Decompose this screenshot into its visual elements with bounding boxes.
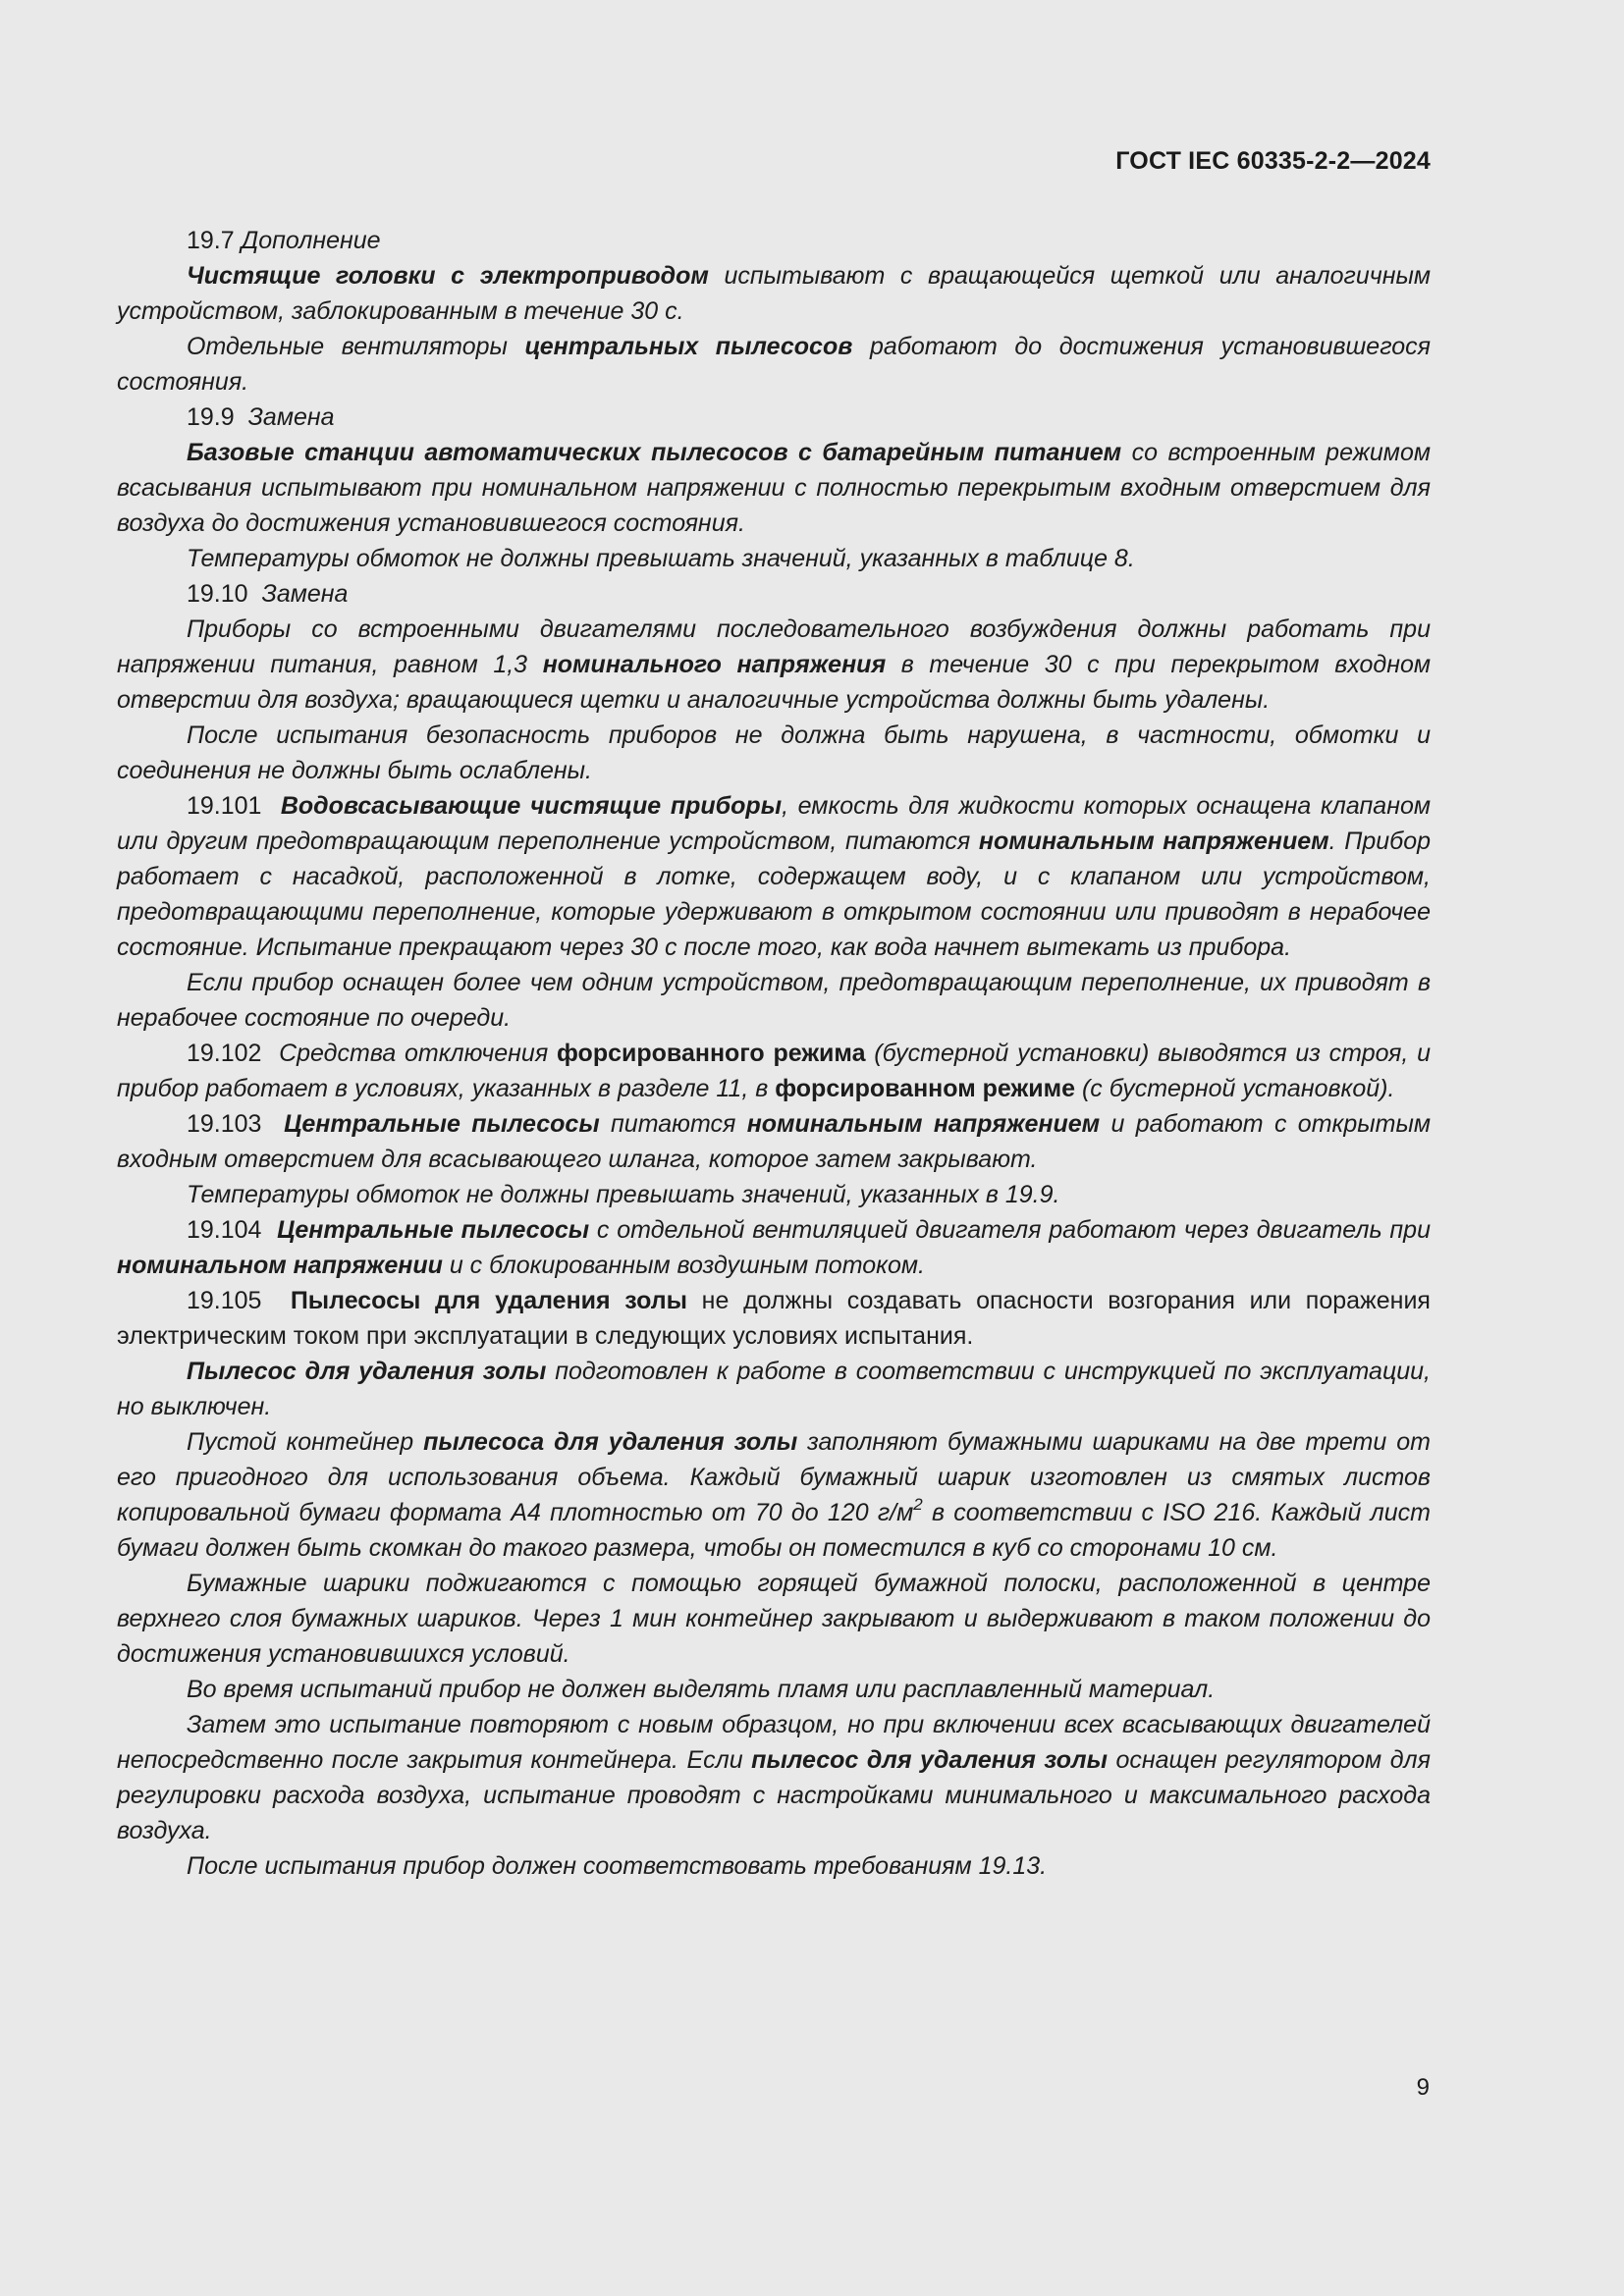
paragraph-text: Отдельные вентиляторы	[187, 333, 525, 360]
document-code-header: ГОСТ IEC 60335-2-2—2024	[1115, 147, 1431, 175]
paragraph: После испытания безопасность приборов не должна быть нарушена, в частности, обмотки и соединения не должны быть ослаблены.	[117, 721, 1431, 784]
paragraph	[117, 1707, 1431, 1848]
clause-number: 19.105	[187, 1287, 262, 1314]
clause-19-7-heading	[117, 223, 1431, 258]
paragraph: Бумажные шарики поджигаются с помощью горящей бумажной полоски, расположенной в центре верхнего слоя бумажных шариков. Через 1 мин контейнер закрывают и выдерживают в таком положении до достижения установившихся условий.	[117, 1570, 1431, 1668]
defined-term: Базовые станции автоматических пылесосов с батарейным питанием	[187, 439, 1122, 466]
paragraph-text: работают до достижения установившегося состояния.	[117, 333, 1432, 396]
defined-term: Центральные пылесосы	[277, 1216, 590, 1244]
defined-term: пылесос для удаления золы	[751, 1746, 1108, 1774]
clause-number: 19.101	[187, 792, 262, 820]
paragraph-text: Пустой контейнер	[187, 1428, 424, 1456]
clause-number: 19.104	[187, 1216, 262, 1244]
clause-number: 19.103	[187, 1110, 262, 1138]
paragraph-text: подготовлен к работе в соответствии с инструкцией по эксплуатации, но выключен.	[117, 1358, 1431, 1420]
paragraph: Температуры обмоток не должны превышать значений, указанных в 19.9.	[187, 1181, 1060, 1208]
clause-19-105	[117, 1283, 1431, 1354]
clause-19-10-heading	[117, 576, 1431, 612]
defined-term: Центральные пылесосы	[284, 1110, 600, 1138]
paragraph: Температуры обмоток не должны превышать значений, указанных в таблице 8.	[187, 545, 1135, 572]
paragraph: После испытания прибор должен соответствовать требованиям 19.13.	[187, 1852, 1048, 1880]
page-body	[117, 223, 1431, 1884]
defined-term: Пылесос для удаления золы	[187, 1358, 547, 1385]
clause-number: 19.102	[187, 1040, 262, 1067]
paragraph	[117, 1424, 1431, 1566]
paragraph	[117, 329, 1431, 400]
clause-number: 19.9	[187, 403, 235, 431]
paragraph	[117, 258, 1431, 329]
clause-19-102	[117, 1036, 1431, 1106]
paragraph-text: питаются	[599, 1110, 747, 1138]
paragraph	[117, 612, 1431, 718]
clause-19-9-heading	[117, 400, 1431, 435]
paragraph: Если прибор оснащен более чем одним устройством, предотвращающим переполнение, их приводят в нерабочее состояние по очереди.	[117, 969, 1431, 1032]
defined-term: форсированного режима	[557, 1040, 866, 1067]
paragraph	[117, 435, 1431, 541]
clause-label: Замена	[261, 580, 349, 608]
defined-term: Чистящие головки с электроприводом	[187, 262, 709, 290]
paragraph-text: не должны создавать опасности возгорания или поражения электрическим током при эксплуатации в следующих условиях испытания.	[117, 1287, 1431, 1350]
paragraph-text: Средства отключения	[279, 1040, 557, 1067]
defined-term: номинальным напряжением	[978, 828, 1329, 855]
paragraph-text: с отдельной вентиляцией двигателя работают через двигатель при	[589, 1216, 1431, 1244]
clause-number: 19.7	[187, 227, 235, 254]
paragraph-text: заполняют бумажными шариками на две трети от его пригодного для использования объема. Каждый бумажный шарик изготовлен из смятых листов копировальной бумаги формата А4 плотностью от 70 до 120 г/м	[117, 1428, 1431, 1526]
defined-term: форсированном режиме	[775, 1075, 1075, 1102]
paragraph-text: и с блокированным воздушным потоком.	[442, 1252, 925, 1279]
defined-term: Водовсасывающие чистящие приборы	[280, 792, 783, 820]
defined-term: номинальным напряжением	[746, 1110, 1101, 1138]
defined-term: Пылесосы для удаления золы	[290, 1287, 687, 1314]
defined-term: пылесоса для удаления золы	[423, 1428, 798, 1456]
defined-term: центральных пылесосов	[524, 333, 853, 360]
clause-19-101	[117, 788, 1431, 965]
paragraph-text: Приборы со встроенными двигателями последовательного возбуждения должны работать при напряжении питания, равном 1,3	[117, 615, 1431, 678]
paragraph-text: испытывают с вращающейся щеткой или аналогичным устройством, заблокированным в течение 30 с.	[117, 262, 1431, 325]
paragraph-text: со встроенным режимом всасывания испытывают при номинальном напряжении с полностью перекрытым входным отверстием для воздуха до достижения установившегося состояния.	[117, 439, 1431, 537]
page-number: 9	[1416, 2074, 1430, 2101]
paragraph-text: оснащен регулятором для регулировки расхода воздуха, испытание проводят с настройками минимального и максимального расхода воздуха.	[117, 1746, 1431, 1844]
clause-19-103	[117, 1106, 1431, 1177]
clause-number: 19.10	[187, 580, 248, 608]
paragraph-text: (с бустерной установкой).	[1075, 1075, 1395, 1102]
defined-term: номинальном напряжении	[117, 1252, 443, 1279]
paragraph-text: в течение 30 с при перекрытом входном отверстии для воздуха; вращающиеся щетки и аналогичные устройства должны быть удалены.	[117, 651, 1431, 714]
defined-term: номинального напряжения	[542, 651, 887, 678]
paragraph-text: и работают с открытым входным отверстием для всасывающего шланга, которое затем закрывают.	[117, 1110, 1431, 1173]
paragraph	[117, 1354, 1431, 1424]
clause-label: Замена	[247, 403, 335, 431]
paragraph-text: , емкость для жидкости которых оснащена клапаном или другим предотвращающим переполнение устройством, питаются	[117, 792, 1431, 855]
paragraph-text: . Прибор работает с насадкой, расположенной в лотке, содержащем воду, и с клапаном или устройством, предотвращающими переполнение, которые удерживают в открытом состоянии или приводят в нерабочее состояние. Испытание прекращают через 30 с после того, как вода начнет вытекать из прибора.	[117, 828, 1432, 961]
superscript: 2	[913, 1495, 923, 1514]
paragraph-text: Затем это испытание повторяют с новым образцом, но при включении всех всасывающих двигателей непосредственно после закрытия контейнера. Если	[117, 1711, 1431, 1774]
clause-19-104	[117, 1212, 1431, 1283]
clause-label: Дополнение	[241, 227, 381, 254]
paragraph: Во время испытаний прибор не должен выделять пламя или расплавленный материал.	[187, 1676, 1216, 1703]
paragraph-text: в соответствии с ISO 216. Каждый лист бумаги должен быть скомкан до такого размера, чтобы он поместился в куб со сторонами 10 см.	[117, 1499, 1431, 1562]
paragraph-text: (бустерной установки) выводятся из строя, и прибор работает в условиях, указанных в разделе 11, в	[117, 1040, 1431, 1102]
